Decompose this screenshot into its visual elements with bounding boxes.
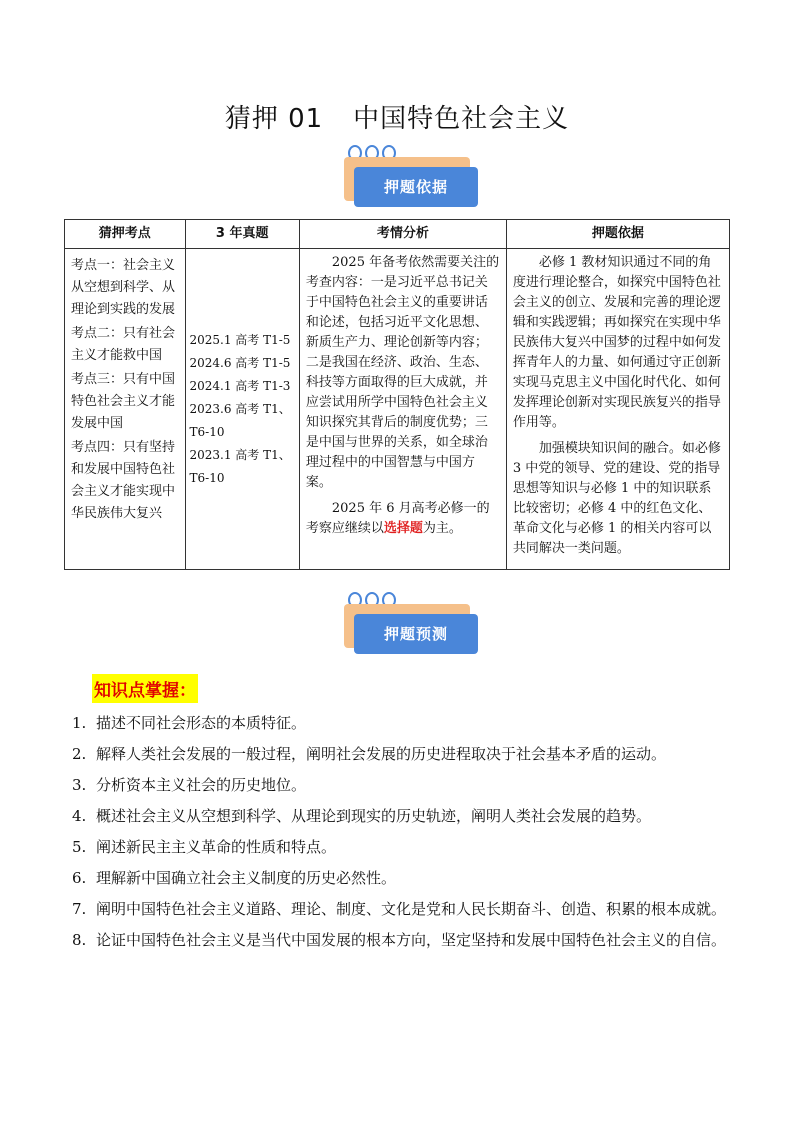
table-row xyxy=(65,249,730,570)
item-text: 阐述新民主主义革命的性质和特点。 xyxy=(96,838,337,856)
item-text: 概述社会主义从空想到科学、从理论到现实的历史轨迹，阐明人类社会发展的趋势。 xyxy=(96,807,652,825)
header-cell: 猜押考点 xyxy=(65,220,186,249)
section-badge-basis xyxy=(338,145,483,210)
highlight-text: 选择题 xyxy=(383,521,423,536)
list-item xyxy=(72,708,732,739)
analysis-table xyxy=(64,219,730,570)
item-number: 1. xyxy=(72,714,87,732)
analysis-text: 2025 年 6 月高考必修一的考察应继续以 xyxy=(305,501,490,536)
header-cell: 3 年真题 xyxy=(185,220,299,249)
item-number: 5. xyxy=(72,838,87,856)
header-cell: 考情分析 xyxy=(299,220,506,249)
badge-label: 押题依据 xyxy=(354,167,478,207)
exam-year: 2024.6 高考 T1-5 xyxy=(189,355,291,370)
exam-year: 2023.6 高考 T1、T6-10 xyxy=(189,401,291,439)
kaodian-item: 考点二：只有社会主义才能救中国 xyxy=(71,326,176,363)
header-cell: 押题依据 xyxy=(506,220,729,249)
analysis-cell xyxy=(299,249,506,570)
item-number: 8. xyxy=(72,931,87,949)
list-item xyxy=(72,925,732,956)
kaodian-item: 考点一：社会主义从空想到科学、从理论到实践的发展 xyxy=(71,258,176,317)
badge-label: 押题预测 xyxy=(354,614,478,654)
kaodian-item: 考点三：只有中国特色社会主义才能发展中国 xyxy=(71,372,176,431)
basis-paragraph: 加强模块知识间的融合。如必修 3 中党的领导、党的建设、党的指导思想等知识与必修 1 中的知识联系比较密切；必修 4 中的红色文化、革命文化与必修 1 的相关内容可以共同解决一类问题。 xyxy=(512,441,721,556)
kaodian-item: 考点四：只有坚持和发展中国特色社会主义才能实现中华民族伟大复兴 xyxy=(71,440,176,521)
item-text: 阐明中国特色社会主义道路、理论、制度、文化是党和人民长期奋斗、创造、积累的根本成就。 xyxy=(96,900,727,918)
exam-year: 2025.1 高考 T1-5 xyxy=(189,332,291,347)
title-right: 中国特色社会主义 xyxy=(353,104,570,134)
years-cell xyxy=(185,249,299,570)
exam-year: 2023.1 高考 T1、T6-10 xyxy=(189,447,291,485)
analysis-text: 为主。 xyxy=(422,521,462,536)
item-text: 描述不同社会形态的本质特征。 xyxy=(96,714,307,732)
item-text: 解释人类社会发展的一般过程，阐明社会发展的历史进程取决于社会基本矛盾的运动。 xyxy=(96,745,667,763)
list-item xyxy=(72,863,732,894)
analysis-paragraph: 2025 年备考依然需要关注的考查内容：一是习近平总书记关于中国特色社会主义的重要讲话和论述，包括习近平文化思想、新质生产力、理论创新等内容；二是我国在经济、政治、生态、科技等方面取得的巨大成就，并应尝试用所学中国特色社会主义知识探究其背后的制度优势；三是中国与世界的关系，如全球治理过程中的中国智慧与中国方案。 xyxy=(305,255,500,490)
basis-cell xyxy=(506,249,729,570)
item-number: 4. xyxy=(72,807,87,825)
exam-year: 2024.1 高考 T1-3 xyxy=(189,378,291,393)
basis-paragraph: 必修 1 教材知识通过不同的角度进行理论整合，如探究中国特色社会主义的创立、发展和完善的理论逻辑和实践逻辑；再如探究在实现中华民族伟大复兴中国梦的过程中如何发挥青年人的力量、如何通过守正创新实现马克思主义中国化时代化、如何发挥理论创新对实现民族复兴的指导作用等。 xyxy=(512,255,721,430)
analysis-paragraph xyxy=(306,499,500,539)
item-number: 2. xyxy=(72,745,87,763)
item-number: 6. xyxy=(72,869,87,887)
item-text: 论证中国特色社会主义是当代中国发展的根本方向，坚定坚持和发展中国特色社会主义的自信。 xyxy=(96,931,727,949)
page-title xyxy=(0,98,794,135)
list-item xyxy=(72,832,732,863)
kaodian-cell xyxy=(65,249,186,570)
item-number: 3. xyxy=(72,776,87,794)
title-left: 猜押 01 xyxy=(224,104,324,134)
section-badge-prediction xyxy=(338,592,483,657)
knowledge-heading: 知识点掌握： xyxy=(92,674,198,703)
list-item xyxy=(72,739,732,770)
list-item xyxy=(72,770,732,801)
table-header-row xyxy=(65,220,730,249)
knowledge-list xyxy=(72,708,732,956)
list-item xyxy=(72,894,732,925)
item-text: 分析资本主义社会的历史地位。 xyxy=(96,776,307,794)
item-text: 理解新中国确立社会主义制度的历史必然性。 xyxy=(96,869,397,887)
item-number: 7. xyxy=(72,900,87,918)
list-item xyxy=(72,801,732,832)
